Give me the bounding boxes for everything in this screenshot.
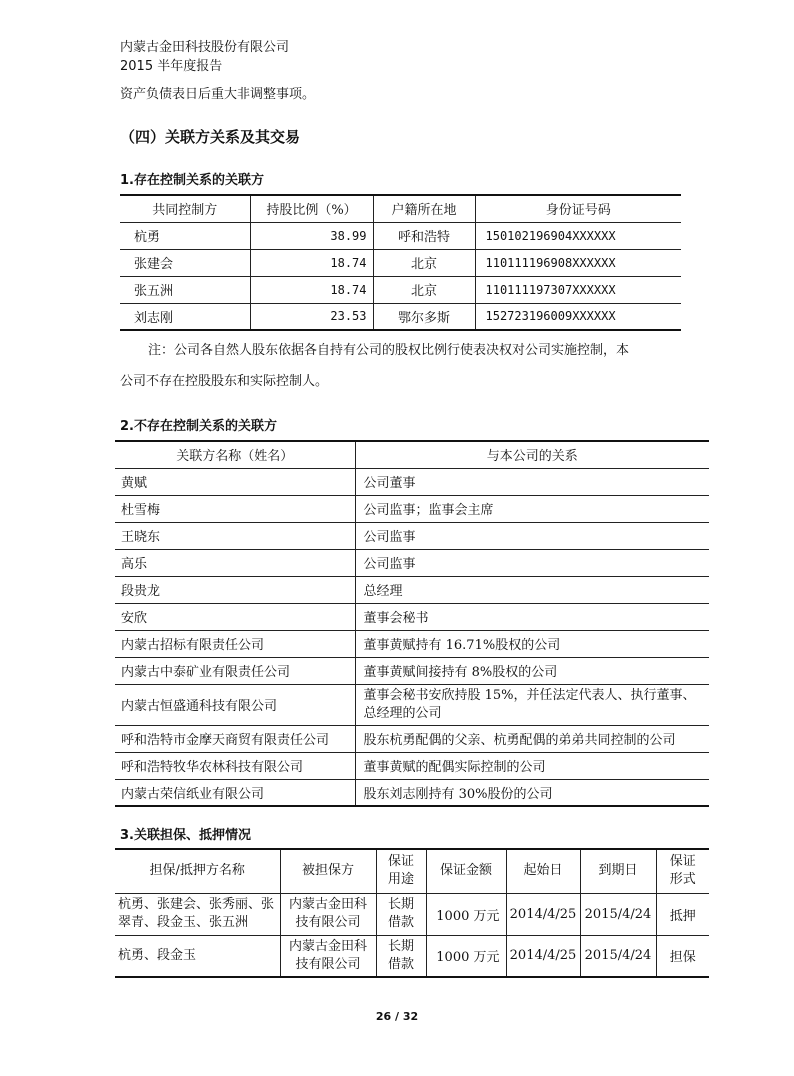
table-row <box>115 684 709 725</box>
page-number: 26 / 32 <box>375 1010 419 1023</box>
party-name: 安欣 <box>115 603 355 630</box>
party-name: 杭勇 <box>120 222 250 249</box>
note-line: 公司不存在控股股东和实际控制人。 <box>120 374 329 389</box>
party-name: 内蒙古荣信纸业有限公司 <box>115 779 355 806</box>
guarantee-purpose: 长期借款 <box>376 893 426 935</box>
table-row <box>115 725 709 752</box>
table-row <box>120 249 681 276</box>
column-header: 保证用途 <box>376 849 426 893</box>
table-row <box>115 522 709 549</box>
table-row <box>115 468 709 495</box>
table-row <box>120 222 681 249</box>
guarantee-purpose: 长期借款 <box>376 935 426 977</box>
guarantee-form: 抵押 <box>656 893 709 935</box>
party-name: 王晓东 <box>115 522 355 549</box>
table-row <box>115 657 709 684</box>
relationship: 董事会秘书安欣持股 15%，并任法定代表人、执行董事、总经理的公司 <box>355 684 709 725</box>
party-name: 黄赋 <box>115 468 355 495</box>
domicile: 呼和浩特 <box>373 222 475 249</box>
guarantor-names: 杭勇、张建会、张秀丽、张翠青、段金玉、张五洲 <box>115 893 280 935</box>
table-row <box>115 576 709 603</box>
guaranteed-party: 内蒙古金田科技有限公司 <box>280 935 376 977</box>
domicile: 北京 <box>373 249 475 276</box>
party-name: 高乐 <box>115 549 355 576</box>
table-row <box>115 893 709 935</box>
section-title: （四）关联方关系及其交易 <box>120 128 301 146</box>
party-name: 段贵龙 <box>115 576 355 603</box>
table-row <box>115 630 709 657</box>
table-row <box>115 495 709 522</box>
relationship: 董事黄赋持有 16.71%股权的公司 <box>355 630 709 657</box>
share-ratio: 18.74 <box>250 276 373 303</box>
party-name: 张建会 <box>120 249 250 276</box>
share-ratio: 38.99 <box>250 222 373 249</box>
domicile: 北京 <box>373 276 475 303</box>
column-header: 身份证号码 <box>475 195 681 222</box>
table-header-row <box>115 441 709 468</box>
guarantee-amount: 1000 万元 <box>426 893 506 935</box>
table-row <box>120 303 681 330</box>
relationship: 董事会秘书 <box>355 603 709 630</box>
controlling-parties-table <box>120 194 681 331</box>
id-number: 110111196908XXXXXX <box>475 249 681 276</box>
relationship: 董事黄赋的配偶实际控制的公司 <box>355 752 709 779</box>
guarantee-table <box>115 848 709 978</box>
share-ratio: 18.74 <box>250 249 373 276</box>
related-parties-table <box>115 440 709 807</box>
start-date: 2014/4/25 <box>506 893 580 935</box>
relationship: 总经理 <box>355 576 709 603</box>
column-header: 保证形式 <box>656 849 709 893</box>
domicile: 鄂尔多斯 <box>373 303 475 330</box>
column-header: 起始日 <box>506 849 580 893</box>
note-line: 注：公司各自然人股东依据各自持有公司的股权比例行使表决权对公司实施控制，本 <box>148 343 630 358</box>
party-name: 内蒙古中泰矿业有限责任公司 <box>115 657 355 684</box>
relationship: 公司董事 <box>355 468 709 495</box>
relationship: 股东杭勇配偶的父亲、杭勇配偶的弟弟共同控制的公司 <box>355 725 709 752</box>
guarantee-form: 担保 <box>656 935 709 977</box>
table-row <box>115 549 709 576</box>
column-header: 持股比例（%） <box>250 195 373 222</box>
party-name: 内蒙古招标有限责任公司 <box>115 630 355 657</box>
end-date: 2015/4/24 <box>580 935 656 977</box>
party-name: 呼和浩特牧华农林科技有限公司 <box>115 752 355 779</box>
id-number: 150102196904XXXXXX <box>475 222 681 249</box>
report-period: 2015 半年度报告 <box>120 59 223 74</box>
relationship: 公司监事 <box>355 522 709 549</box>
table-row <box>115 935 709 977</box>
relationship: 董事黄赋间接持有 8%股权的公司 <box>355 657 709 684</box>
intro-line: 资产负债表日后重大非调整事项。 <box>120 87 316 102</box>
column-header: 保证金额 <box>426 849 506 893</box>
guaranteed-party: 内蒙古金田科技有限公司 <box>280 893 376 935</box>
party-name: 刘志刚 <box>120 303 250 330</box>
table-row <box>120 276 681 303</box>
end-date: 2015/4/24 <box>580 893 656 935</box>
guarantee-amount: 1000 万元 <box>426 935 506 977</box>
party-name: 内蒙古恒盛通科技有限公司 <box>115 684 355 725</box>
id-number: 152723196009XXXXXX <box>475 303 681 330</box>
column-header: 共同控制方 <box>120 195 250 222</box>
column-header: 关联方名称（姓名） <box>115 441 355 468</box>
column-header: 与本公司的关系 <box>355 441 709 468</box>
relationship: 公司监事；监事会主席 <box>355 495 709 522</box>
subsection-1-title: 1.存在控制关系的关联方 <box>120 173 264 188</box>
subsection-3-title: 3.关联担保、抵押情况 <box>120 828 251 843</box>
id-number: 110111197307XXXXXX <box>475 276 681 303</box>
party-name: 张五洲 <box>120 276 250 303</box>
table-header-row <box>115 849 709 893</box>
party-name: 呼和浩特市金摩天商贸有限责任公司 <box>115 725 355 752</box>
column-header: 担保/抵押方名称 <box>115 849 280 893</box>
table-row <box>115 779 709 806</box>
table-row <box>115 603 709 630</box>
column-header: 到期日 <box>580 849 656 893</box>
relationship: 公司监事 <box>355 549 709 576</box>
table-row <box>115 752 709 779</box>
party-name: 杜雪梅 <box>115 495 355 522</box>
subsection-2-title: 2.不存在控制关系的关联方 <box>120 419 277 434</box>
relationship: 股东刘志刚持有 30%股份的公司 <box>355 779 709 806</box>
table-header-row <box>120 195 681 222</box>
report-company-name: 内蒙古金田科技股份有限公司 <box>120 40 290 55</box>
column-header: 被担保方 <box>280 849 376 893</box>
start-date: 2014/4/25 <box>506 935 580 977</box>
share-ratio: 23.53 <box>250 303 373 330</box>
column-header: 户籍所在地 <box>373 195 475 222</box>
guarantor-names: 杭勇、段金玉 <box>115 935 280 977</box>
